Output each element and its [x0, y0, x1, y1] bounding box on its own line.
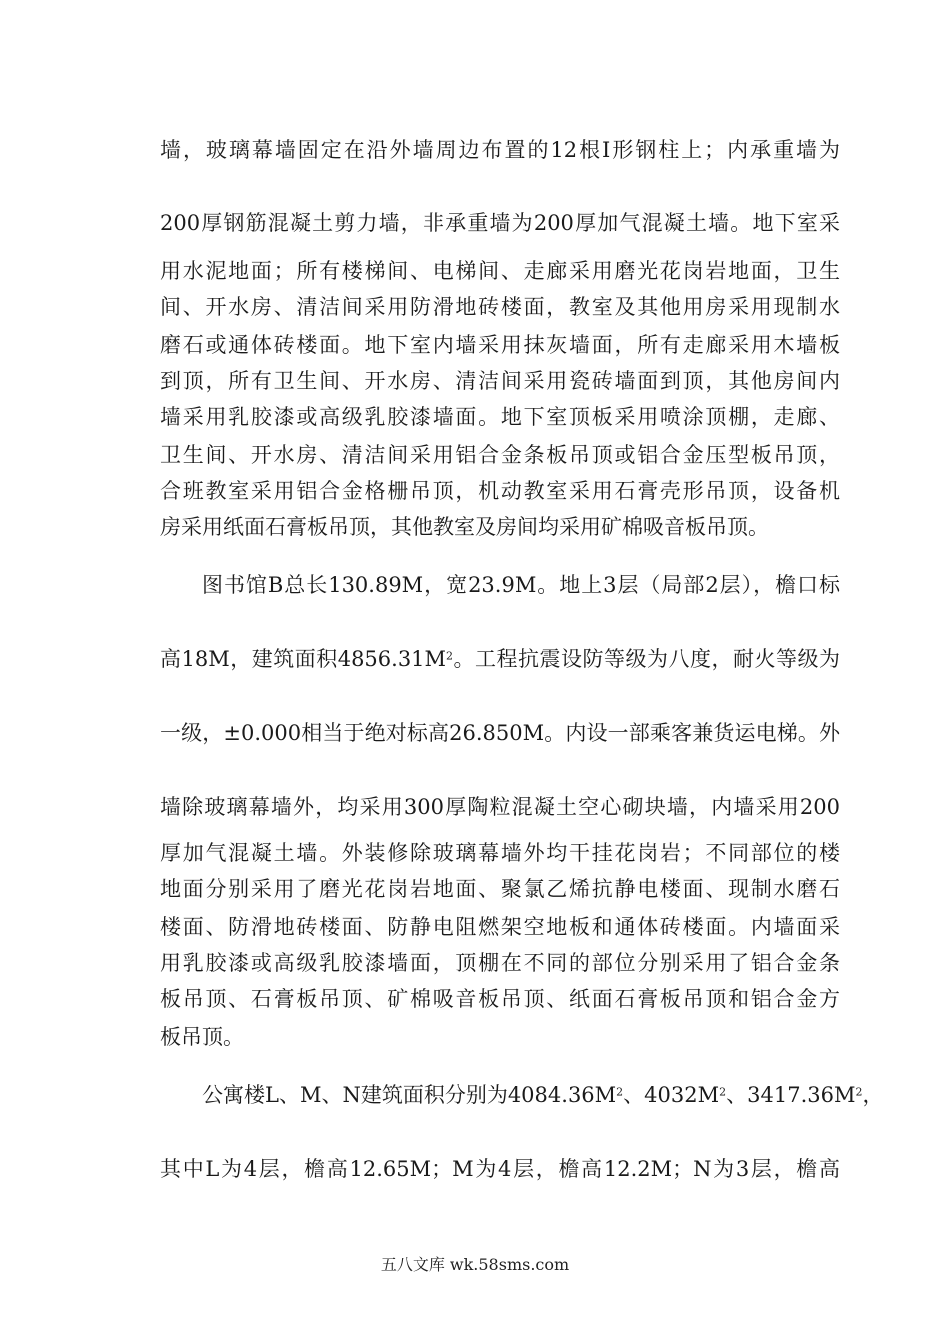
text-line: 板吊顶。: [160, 1025, 244, 1049]
text-segment: 、4032M: [623, 1083, 720, 1107]
text-line: 墙，玻璃幕墙固定在沿外墙周边布置的12根I形钢柱上；内承重墙为: [160, 138, 840, 162]
text-line: 200厚钢筋混凝土剪力墙，非承重墙为200厚加气混凝土墙。地下室采: [160, 211, 840, 235]
text-segment: 高18M，建筑面积4856.31M: [160, 647, 447, 671]
superscript: 2: [719, 1085, 727, 1099]
text-line: 用乳胶漆或高级乳胶漆墙面，顶棚在不同的部位分别采用了铝合金条: [160, 951, 840, 975]
text-segment: 、3417.36M: [726, 1083, 856, 1107]
text-line: 墙除玻璃幕墙外，均采用300厚陶粒混凝土空心砌块墙，内墙采用200: [160, 795, 840, 819]
paragraph-start-line: 图书馆B总长130.89M，宽23.9M。地上3层（局部2层），檐口标: [202, 573, 840, 597]
text-line: 厚加气混凝土墙。外装修除玻璃幕墙外均干挂花岗岩；不同部位的楼: [160, 841, 840, 865]
page-footer: 五八文库 wk.58sms.com: [380, 1255, 570, 1274]
text-line: 卫生间、开水房、清洁间采用铝合金条板吊顶或铝合金压型板吊顶，: [160, 443, 840, 467]
text-line: 地面分别采用了磨光花岗岩地面、聚氯乙烯抗静电楼面、现制水磨石: [160, 877, 840, 901]
text-line: 磨石或通体砖楼面。地下室内墙采用抹灰墙面，所有走廊采用木墙板: [160, 333, 840, 357]
text-line: [160, 644, 840, 674]
text-line: 房采用纸面石膏板吊顶，其他教室及房间均采用矿棉吸音板吊顶。: [160, 515, 769, 539]
text-line: 板吊顶、石膏板吊顶、矿棉吸音板吊顶、纸面石膏板吊顶和铝合金方: [160, 987, 840, 1011]
text-line: 合班教室采用铝合金格栅吊顶，机动教室采用石膏壳形吊顶，设备机: [160, 479, 840, 503]
text-segment: 。工程抗震设防等级为八度，耐火等级为: [453, 647, 840, 671]
superscript: 2: [855, 1085, 863, 1099]
text-segment: ，: [862, 1083, 884, 1107]
text-line: 用水泥地面；所有楼梯间、电梯间、走廊采用磨光花岗岩地面，卫生: [160, 259, 840, 283]
text-segment: 公寓楼L、M、N建筑面积分别为4084.36M: [202, 1083, 617, 1107]
text-line: 间、开水房、清洁间采用防滑地砖楼面，教室及其他用房采用现制水: [160, 295, 840, 319]
text-line: 其中L为4层，檐高12.65M；M为4层，檐高12.2M；N为3层，檐高: [160, 1157, 840, 1181]
superscript: 2: [616, 1085, 624, 1099]
superscript: 2: [446, 649, 454, 663]
paragraph-start-line: [202, 1080, 884, 1110]
text-line: 一级，±0.000相当于绝对标高26.850M。内设一部乘客兼货运电梯。外: [160, 721, 840, 745]
text-line: 到顶，所有卫生间、开水房、清洁间采用瓷砖墙面到顶，其他房间内: [160, 369, 840, 393]
text-line: 楼面、防滑地砖楼面、防静电阻燃架空地板和通体砖楼面。内墙面采: [160, 915, 840, 939]
text-line: 墙采用乳胶漆或高级乳胶漆墙面。地下室顶板采用喷涂顶棚，走廊、: [160, 405, 840, 429]
